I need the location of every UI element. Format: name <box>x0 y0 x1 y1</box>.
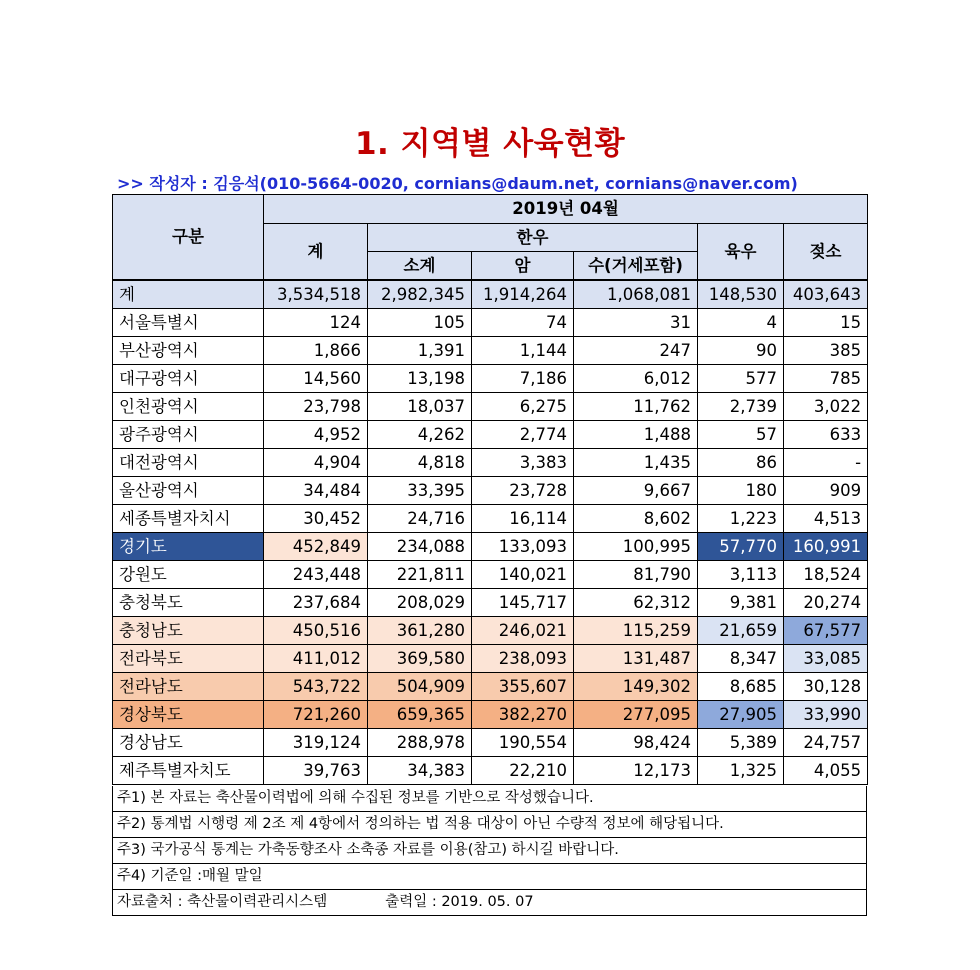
table-row <box>113 309 868 337</box>
cell-beef: 3,113 <box>698 561 784 589</box>
cell-total: 34,484 <box>264 477 368 505</box>
cell-female: 190,554 <box>472 729 574 757</box>
cell-beef: 57,770 <box>698 533 784 561</box>
cell-female: 1,144 <box>472 337 574 365</box>
cell-female: 145,717 <box>472 589 574 617</box>
cell-total: 14,560 <box>264 365 368 393</box>
print-date: 출력일 : 2019. 05. 07 <box>385 894 534 910</box>
cell-beef: 1,325 <box>698 757 784 785</box>
table-row <box>113 701 868 729</box>
cell-male: 8,602 <box>574 505 698 533</box>
cell-beef: 148,530 <box>698 280 784 309</box>
cell-beef: 8,685 <box>698 673 784 701</box>
cell-total: 237,684 <box>264 589 368 617</box>
row-label: 서울특별시 <box>113 309 264 337</box>
table-row-total <box>113 280 868 309</box>
cell-female: 382,270 <box>472 701 574 729</box>
row-label: 경상북도 <box>113 701 264 729</box>
cell-dairy: 24,757 <box>784 729 868 757</box>
header-hanwoo: 한우 <box>368 224 698 252</box>
cell-female: 133,093 <box>472 533 574 561</box>
cell-beef: 4 <box>698 309 784 337</box>
cell-male: 9,667 <box>574 477 698 505</box>
cell-subtotal: 504,909 <box>368 673 472 701</box>
cell-beef: 90 <box>698 337 784 365</box>
source-line <box>113 890 866 915</box>
cell-total: 1,866 <box>264 337 368 365</box>
cell-subtotal: 1,391 <box>368 337 472 365</box>
cell-subtotal: 361,280 <box>368 617 472 645</box>
cell-female: 6,275 <box>472 393 574 421</box>
table-row <box>113 477 868 505</box>
note-line: 주2) 통계법 시행령 제 2조 제 4항에서 정의하는 법 적용 대상이 아닌 수량적 정보에 해당됩니다. <box>113 812 866 838</box>
cell-beef: 86 <box>698 449 784 477</box>
cell-total: 452,849 <box>264 533 368 561</box>
cell-male: 115,259 <box>574 617 698 645</box>
table-row <box>113 337 868 365</box>
row-label: 강원도 <box>113 561 264 589</box>
table-row <box>113 505 868 533</box>
cell-subtotal: 369,580 <box>368 645 472 673</box>
cell-female: 22,210 <box>472 757 574 785</box>
note-line: 주3) 국가공식 통계는 가축동향조사 소축종 자료를 이용(참고) 하시길 바랍니다. <box>113 838 866 864</box>
table-row <box>113 421 868 449</box>
row-label: 인천광역시 <box>113 393 264 421</box>
cell-subtotal: 24,716 <box>368 505 472 533</box>
cell-beef: 27,905 <box>698 701 784 729</box>
cell-beef: 8,347 <box>698 645 784 673</box>
cell-subtotal: 18,037 <box>368 393 472 421</box>
cell-male: 98,424 <box>574 729 698 757</box>
cell-female: 23,728 <box>472 477 574 505</box>
cell-total: 30,452 <box>264 505 368 533</box>
cell-total: 411,012 <box>264 645 368 673</box>
cell-total: 243,448 <box>264 561 368 589</box>
cell-subtotal: 2,982,345 <box>368 280 472 309</box>
row-label: 계 <box>113 280 264 309</box>
cell-subtotal: 208,029 <box>368 589 472 617</box>
cell-female: 246,021 <box>472 617 574 645</box>
header-female: 암 <box>472 252 574 281</box>
cell-total: 3,534,518 <box>264 280 368 309</box>
cell-male: 62,312 <box>574 589 698 617</box>
cell-male: 11,762 <box>574 393 698 421</box>
table-row <box>113 589 868 617</box>
cell-subtotal: 33,395 <box>368 477 472 505</box>
cell-male: 149,302 <box>574 673 698 701</box>
table-row <box>113 673 868 701</box>
cell-female: 2,774 <box>472 421 574 449</box>
row-label: 전라북도 <box>113 645 264 673</box>
cell-dairy: 30,128 <box>784 673 868 701</box>
cell-female: 140,021 <box>472 561 574 589</box>
header-dairy: 젖소 <box>784 224 868 281</box>
row-label: 대전광역시 <box>113 449 264 477</box>
cell-total: 319,124 <box>264 729 368 757</box>
cell-dairy: - <box>784 449 868 477</box>
cell-male: 1,435 <box>574 449 698 477</box>
cell-female: 7,186 <box>472 365 574 393</box>
table-row <box>113 393 868 421</box>
row-label: 세종특별자치시 <box>113 505 264 533</box>
row-label: 울산광역시 <box>113 477 264 505</box>
cell-dairy: 20,274 <box>784 589 868 617</box>
header-total: 계 <box>264 224 368 281</box>
notes-box <box>112 786 867 916</box>
cell-beef: 180 <box>698 477 784 505</box>
cell-total: 721,260 <box>264 701 368 729</box>
cell-dairy: 3,022 <box>784 393 868 421</box>
cell-subtotal: 659,365 <box>368 701 472 729</box>
cell-subtotal: 4,262 <box>368 421 472 449</box>
row-label: 제주특별자치도 <box>113 757 264 785</box>
table-row <box>113 449 868 477</box>
row-label: 충청북도 <box>113 589 264 617</box>
cell-male: 6,012 <box>574 365 698 393</box>
cell-beef: 2,739 <box>698 393 784 421</box>
row-label: 경상남도 <box>113 729 264 757</box>
table-row <box>113 533 868 561</box>
row-label: 경기도 <box>113 533 264 561</box>
row-label: 전라남도 <box>113 673 264 701</box>
cell-total: 450,516 <box>264 617 368 645</box>
cell-beef: 577 <box>698 365 784 393</box>
cell-total: 124 <box>264 309 368 337</box>
cell-male: 1,068,081 <box>574 280 698 309</box>
cell-male: 100,995 <box>574 533 698 561</box>
cell-dairy: 67,577 <box>784 617 868 645</box>
cell-female: 74 <box>472 309 574 337</box>
table-row <box>113 757 868 785</box>
note-line: 주4) 기준일 :매월 말일 <box>113 864 866 890</box>
row-label: 대구광역시 <box>113 365 264 393</box>
page-title: 1. 지역별 사육현황 <box>354 126 626 162</box>
livestock-table <box>112 194 868 785</box>
cell-male: 81,790 <box>574 561 698 589</box>
header-male: 수(거세포함) <box>574 252 698 281</box>
cell-subtotal: 234,088 <box>368 533 472 561</box>
cell-subtotal: 288,978 <box>368 729 472 757</box>
cell-male: 1,488 <box>574 421 698 449</box>
row-label: 광주광역시 <box>113 421 264 449</box>
cell-beef: 21,659 <box>698 617 784 645</box>
cell-male: 131,487 <box>574 645 698 673</box>
cell-male: 12,173 <box>574 757 698 785</box>
cell-male: 31 <box>574 309 698 337</box>
header-period: 2019년 04월 <box>264 195 868 224</box>
table-row <box>113 729 868 757</box>
cell-dairy: 33,085 <box>784 645 868 673</box>
cell-female: 1,914,264 <box>472 280 574 309</box>
cell-beef: 1,223 <box>698 505 784 533</box>
note-line: 주1) 본 자료는 축산물이력법에 의해 수집된 정보를 기반으로 작성했습니다. <box>113 786 866 812</box>
table-row <box>113 561 868 589</box>
cell-dairy: 160,991 <box>784 533 868 561</box>
row-label: 충청남도 <box>113 617 264 645</box>
cell-subtotal: 13,198 <box>368 365 472 393</box>
cell-dairy: 4,513 <box>784 505 868 533</box>
row-label: 부산광역시 <box>113 337 264 365</box>
cell-dairy: 785 <box>784 365 868 393</box>
cell-total: 23,798 <box>264 393 368 421</box>
cell-dairy: 18,524 <box>784 561 868 589</box>
table-row <box>113 365 868 393</box>
cell-dairy: 4,055 <box>784 757 868 785</box>
cell-dairy: 909 <box>784 477 868 505</box>
cell-dairy: 633 <box>784 421 868 449</box>
header-subtotal: 소계 <box>368 252 472 281</box>
cell-subtotal: 105 <box>368 309 472 337</box>
cell-total: 39,763 <box>264 757 368 785</box>
cell-male: 247 <box>574 337 698 365</box>
cell-subtotal: 221,811 <box>368 561 472 589</box>
cell-female: 3,383 <box>472 449 574 477</box>
cell-female: 238,093 <box>472 645 574 673</box>
header-category: 구분 <box>113 195 264 281</box>
header-beef: 육우 <box>698 224 784 281</box>
cell-male: 277,095 <box>574 701 698 729</box>
cell-female: 355,607 <box>472 673 574 701</box>
author-line: >> 작성자 : 김응석(010-5664-0020, cornians@daum.net, cornians@naver.com) <box>117 174 798 193</box>
source-text: 자료출처 : 축산물이력관리시스템 <box>117 894 328 910</box>
cell-beef: 9,381 <box>698 589 784 617</box>
cell-subtotal: 4,818 <box>368 449 472 477</box>
cell-female: 16,114 <box>472 505 574 533</box>
cell-beef: 57 <box>698 421 784 449</box>
cell-total: 543,722 <box>264 673 368 701</box>
table-row <box>113 645 868 673</box>
cell-total: 4,952 <box>264 421 368 449</box>
cell-dairy: 403,643 <box>784 280 868 309</box>
cell-total: 4,904 <box>264 449 368 477</box>
cell-subtotal: 34,383 <box>368 757 472 785</box>
cell-beef: 5,389 <box>698 729 784 757</box>
cell-dairy: 385 <box>784 337 868 365</box>
cell-dairy: 15 <box>784 309 868 337</box>
table-row <box>113 617 868 645</box>
cell-dairy: 33,990 <box>784 701 868 729</box>
